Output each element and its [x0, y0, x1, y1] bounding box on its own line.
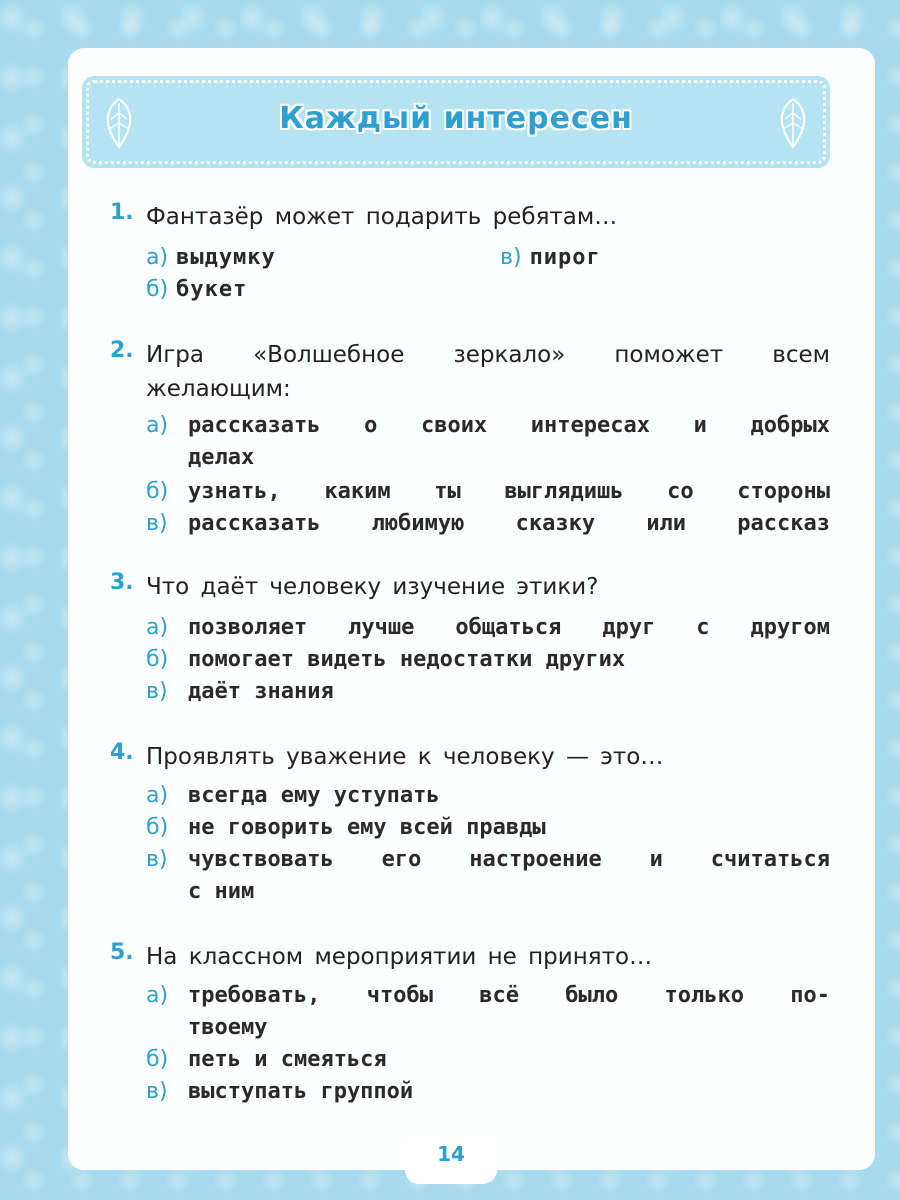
option-text: не говорить ему всей правды [188, 815, 546, 840]
option-text: выступать группой [188, 1079, 414, 1104]
option-b[interactable] [146, 476, 830, 508]
option-c[interactable] [146, 1076, 830, 1108]
option-text: твоему [188, 1015, 268, 1040]
option-a[interactable] [146, 410, 830, 474]
question-number: 5. [110, 940, 134, 965]
option-a[interactable] [146, 780, 830, 812]
title-banner [86, 80, 826, 164]
option-c[interactable] [146, 508, 830, 540]
option-letter: а) [146, 983, 169, 1008]
leaf-ornament-icon [771, 95, 815, 151]
option-text: букет [176, 277, 248, 302]
option-c[interactable] [500, 242, 601, 274]
option-text: чувствовать его настроение и считаться [188, 847, 830, 872]
option-a[interactable] [146, 612, 830, 644]
page-title: Каждый интересен [279, 101, 633, 136]
option-letter: в) [500, 245, 522, 270]
option-text: рассказать о своих интересах и добрых [188, 413, 830, 438]
question-text-block [146, 338, 830, 406]
option-text: делах [188, 445, 255, 470]
option-text: помогает видеть недостатки других [188, 647, 626, 672]
question-number: 3. [110, 570, 134, 595]
option-text: петь и смеяться [188, 1047, 387, 1072]
question-number: 2. [110, 338, 134, 363]
option-text: пирог [529, 245, 601, 270]
question-number: 4. [110, 740, 134, 765]
question-text-line: Игра «Волшебное зеркало» поможет всем [146, 342, 830, 368]
option-text: с ним [188, 879, 255, 904]
option-c[interactable] [146, 844, 830, 908]
option-letter: б) [146, 1047, 169, 1072]
question-text: Проявлять уважение к человеку — это… [146, 744, 664, 770]
option-letter-spacer [146, 442, 188, 474]
option-text: всегда ему уступать [188, 783, 440, 808]
option-letter: а) [146, 783, 169, 808]
option-letter: б) [146, 815, 169, 840]
option-text: позволяет лучше общаться друг с другом [188, 615, 830, 640]
option-letter-spacer [146, 876, 188, 908]
question-number: 1. [110, 200, 134, 225]
option-letter: б) [146, 647, 169, 672]
page-number: 14 [437, 1142, 465, 1166]
option-text: выдумку [176, 245, 276, 270]
option-letter: а) [146, 615, 169, 640]
option-letter-spacer [146, 1012, 188, 1044]
question-text: Что даёт человеку изучение этики? [146, 574, 599, 600]
option-a[interactable] [146, 242, 276, 274]
option-c[interactable] [146, 676, 830, 708]
option-letter: в) [146, 847, 168, 872]
option-b[interactable] [146, 274, 247, 306]
option-text: рассказать любимую сказку или рассказ [188, 511, 830, 536]
option-letter: в) [146, 679, 168, 704]
option-letter: б) [146, 479, 169, 504]
option-b[interactable] [146, 644, 830, 676]
option-letter: б) [146, 277, 169, 302]
option-b[interactable] [146, 812, 830, 844]
option-text: даёт знания [188, 679, 334, 704]
option-letter: в) [146, 1079, 168, 1104]
option-text: требовать, чтобы всё было только по- [188, 983, 830, 1008]
question-text: Фантазёр может подарить ребятам… [146, 204, 618, 230]
question-text-line: желающим: [146, 376, 291, 402]
option-b[interactable] [146, 1044, 830, 1076]
option-a[interactable] [146, 980, 830, 1044]
page-number-tab [405, 1134, 497, 1184]
option-letter: в) [146, 511, 168, 536]
option-text: узнать, каким ты выглядишь со стороны [188, 479, 830, 504]
option-letter: а) [146, 413, 169, 438]
question-text: На классном мероприятии не принято… [146, 944, 653, 970]
option-letter: а) [146, 245, 169, 270]
